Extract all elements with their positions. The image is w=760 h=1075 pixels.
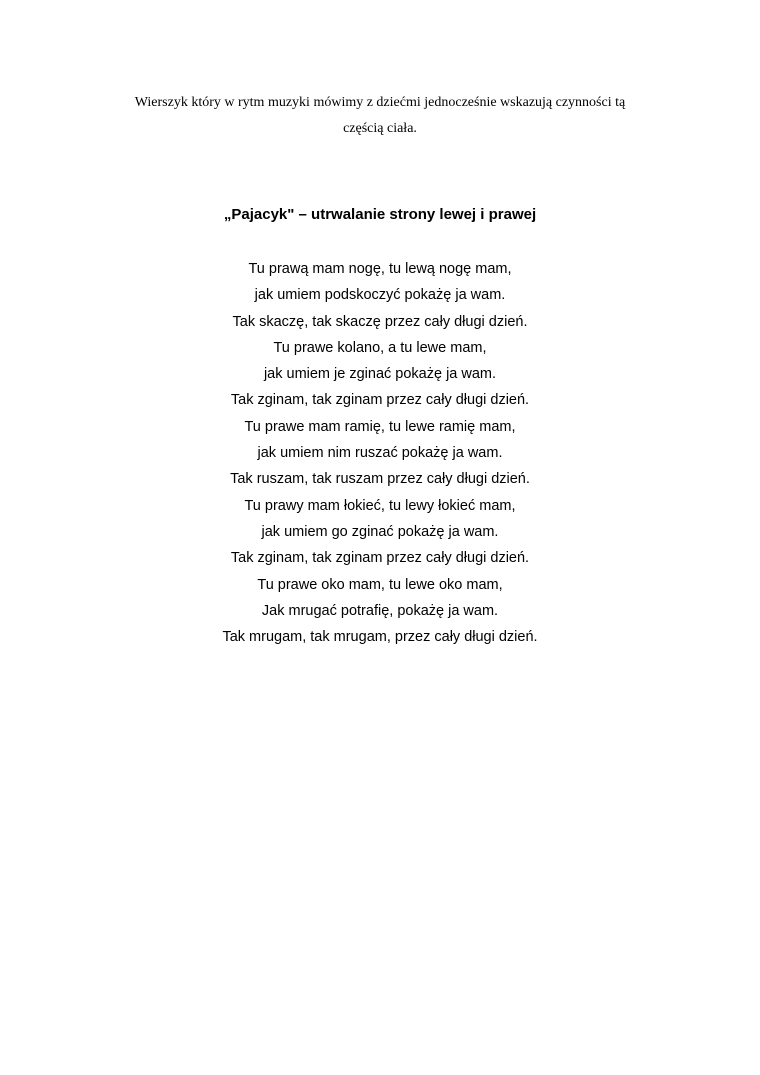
poem-line: Tak zginam, tak zginam przez cały długi dzień. <box>230 550 530 567</box>
poem-line: Tak mrugam, tak mrugam, przez cały długi dzień. <box>222 629 538 646</box>
poem-line: jak umiem go zginać pokażę ja wam. <box>261 523 499 540</box>
poem-line: Tak ruszam, tak ruszam przez cały długi dzień. <box>230 471 530 488</box>
poem-line: Tak zginam, tak zginam przez cały długi dzień. <box>230 392 530 409</box>
poem-line: Tu prawe kolano, a tu lewe mam, <box>273 339 487 356</box>
poem-line: Tu prawe mam ramię, tu lewe ramię mam, <box>244 418 516 435</box>
poem-line: Tu prawe oko mam, tu lewe oko mam, <box>257 576 503 593</box>
poem-line: Tu prawą mam nogę, tu lewą nogę mam, <box>248 261 512 277</box>
intro-paragraph: Wierszyk który w rytm muzyki mówimy z dziećmi jednocześnie wskazują czynności tą częścią ciała. <box>134 95 626 136</box>
poem-line: Jak mrugać potrafię, pokażę ja wam. <box>261 602 499 619</box>
poem-line: jak umiem nim ruszać pokażę ja wam. <box>257 445 503 462</box>
poem-line: Tak skaczę, tak skaczę przez cały długi dzień. <box>232 313 528 330</box>
poem-line: jak umiem podskoczyć pokażę ja wam. <box>254 287 506 304</box>
poem-line: jak umiem je zginać pokażę ja wam. <box>263 366 497 383</box>
poem-body <box>80 256 680 650</box>
poem-line: Tu prawy mam łokieć, tu lewy łokieć mam, <box>244 497 516 514</box>
poem-title: „Pajacyk" – utrwalanie strony lewej i prawej <box>223 206 537 223</box>
